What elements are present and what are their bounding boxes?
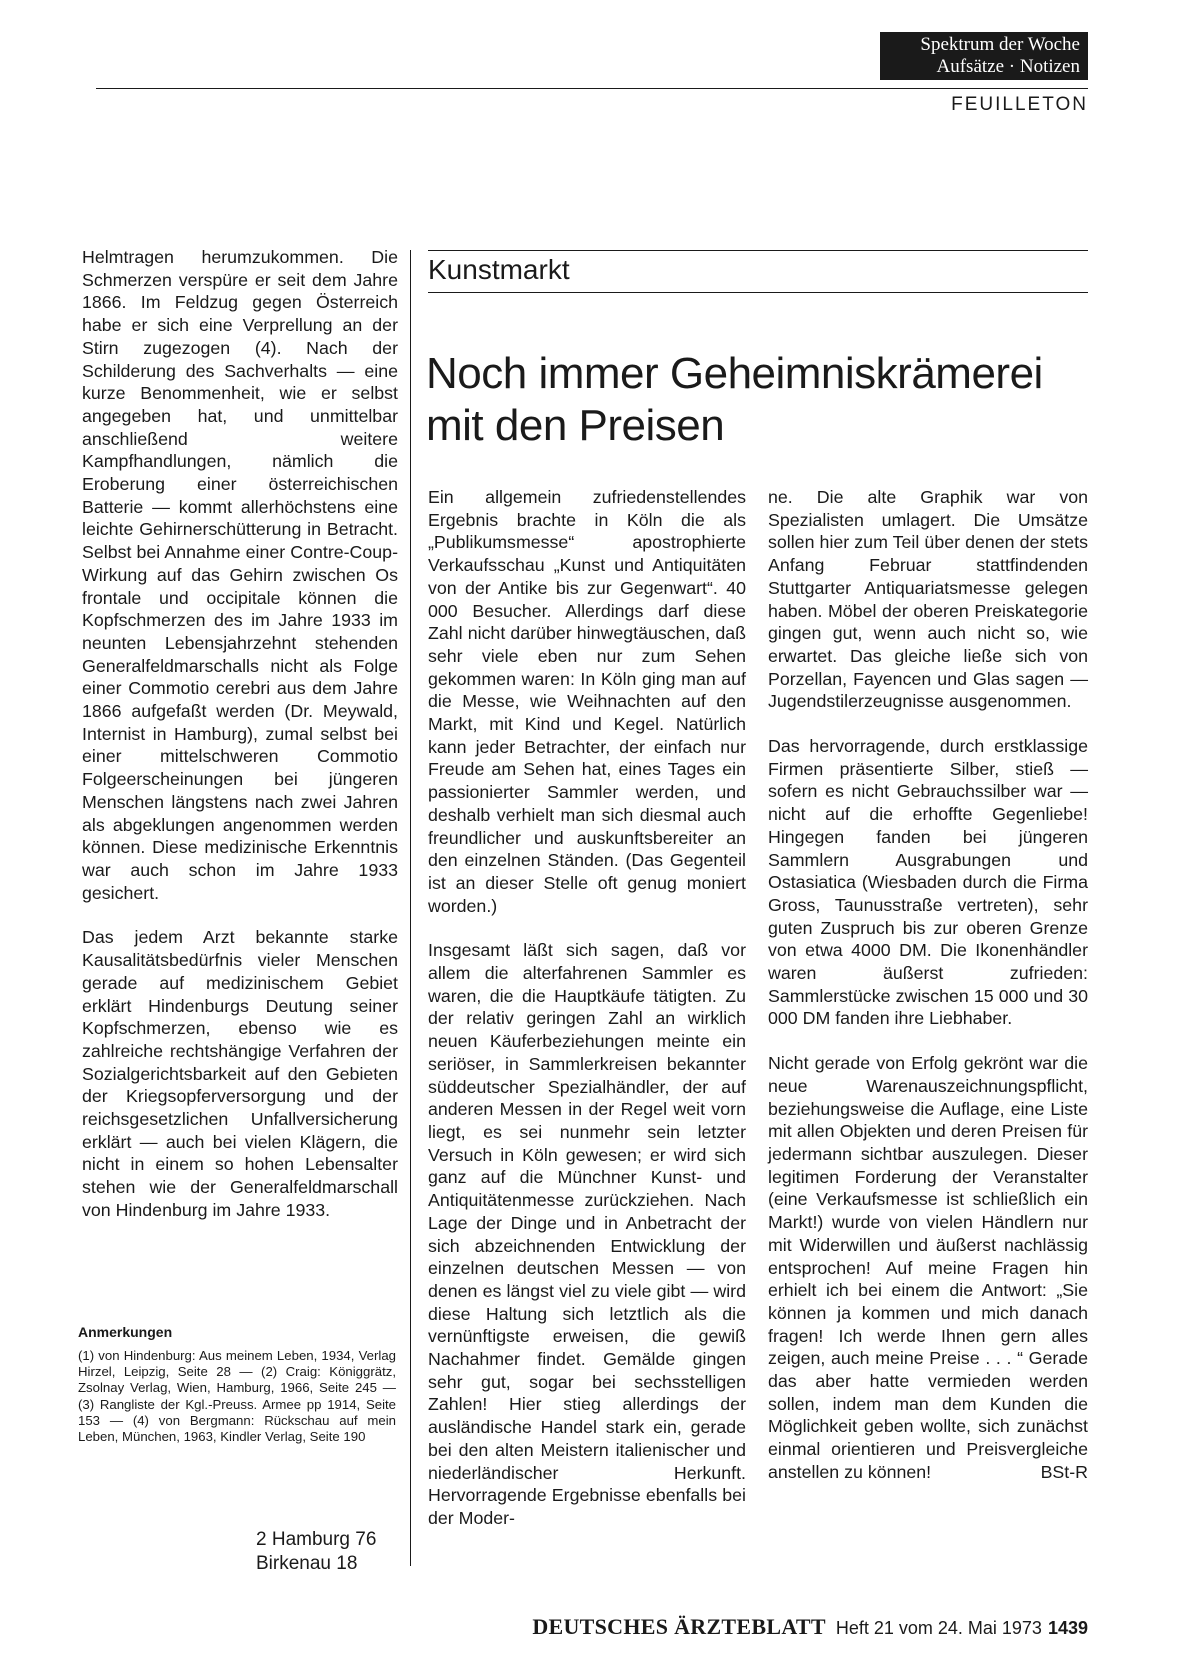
left-paragraph-2: Das jedem Arzt bekannte starke Kausalitätsbedürfnis vieler Menschen gerade auf medizinischem Gebiet erklärt Hindenburgs Deutung seiner Kopfschmerzen, ebenso wie es zahlreiche rechtshängige Verfahren der Sozialgerichtsbarkeit auf den Gebieten der Kriegsopferversorgung und der reichsgesetzlichen Unfallversicherung erklärt — auch bei vielen Klägern, die nicht in einem so hohen Lebensalter stehen wie der Generalfeldmarschall von Hindenburg im Jahre 1933. — [82, 927, 398, 1220]
author-signature: BSt-R — [1040, 1461, 1088, 1482]
column-right — [768, 486, 1088, 1506]
article-headline — [426, 348, 1106, 452]
right-paragraph-2: Das hervorragende, durch erstklassige Firmen präsentierte Silber, stieß — sofern es nicht Gebrauchssilber war — nicht auf die erhoffte Gegenliebe! Hingegen fanden bei jüngeren Sammlern Ausgrabungen und Ostasiatica (Wiesbaden durch die Firma Gross, Taunusstraße vertreten), sehr guten Zuspruch bis zur oberen Grenze von etwa 4000 DM. Die Ikonenhändler waren äußerst zufrieden: Sammlerstücke zwischen 15 000 und 30 000 DM fanden ihre Liebhaber. — [768, 736, 1088, 1029]
right-paragraph-1: ne. Die alte Graphik war von Spezialisten umlagert. Die Umsätze sollen hier zum Teil über denen der stets Anfang Februar stattfindenden Stuttgarter Antiquariatsmesse gelegen haben. Möbel der oberen Preiskategorie gingen gut, wenn auch nicht so, wie erwartet. Das gleiche ließe sich von Porzellan, Fayencen und Glas sagen — Jugendstilerzeugnisse ausgenommen. — [768, 487, 1088, 712]
column-divider — [410, 250, 411, 1566]
issue-info: Heft 21 vom 24. Mai 1973 — [835, 1618, 1042, 1638]
middle-paragraph-1: Ein allgemein zufriedenstellendes Ergebnis brachte in Köln die als „Publikumsmesse“ apostrophierte Verkaufsschau „Kunst und Antiquitäten von der Antike bis zur Gegenwart“. 40 000 Besucher. Allerdings darf diese Zahl nicht darüber hinwegtäuschen, daß sehr viele eben nur zum Sehen gekommen waren: In Köln ging man auf die Messe, wie Weihnachten auf den Markt, mit Kind und Kegel. Natürlich kann jeder Betrachter, der einfach nur Freude am Sehen hat, eines Tages ein passionierter Sammler werden, und deshalb verhielt man sich diesmal auch freundlicher und auskunftsbereiter an den einzelnen Ständen. (Das Gegenteil ist an dieser Stelle oft genug moniert worden.) — [428, 487, 746, 916]
rubric-rule-top — [428, 250, 1088, 251]
headline-line-1: Noch immer Geheimniskrämerei — [426, 349, 1043, 398]
column-left — [82, 246, 398, 1244]
address-line-1: 2 Hamburg 76 — [256, 1529, 377, 1550]
rubric-rule-bottom — [428, 292, 1088, 293]
badge-line-1: Spektrum der Woche — [920, 34, 1080, 55]
rubric-title: Kunstmarkt — [428, 254, 570, 285]
page-number: 1439 — [1047, 1618, 1088, 1638]
middle-paragraph-2: Insgesamt läßt sich sagen, daß vor allem die alterfahrenen Sammler es waren, die die Hauptkäufe tätigten. Zu der relativ geringen Zahl an wirklich neuen Käuferbeziehungen meinte ein seriöser, in Sammlerkreisen bekannter süddeutscher Spezialhändler, der auf anderen Messen in der Regel weit vorn liegt, es sei nunmehr sein letzter Versuch in Köln gewesen; er wird sich ganz auf die Münchner Kunst- und Antiquitätenmesse zurückziehen. Nach Lage der Dinge und in Anbetracht der sich abzeichnenden Entwicklung der einzelnen deutschen Messen — von denen es längst viel zu viele gibt — wird diese Haltung sich letztlich als die vernünftigste erweisen, die gewiß Nachahmer findet. Gemälde gingen sehr gut, sogar bei sechsstelligen Zahlen! Hier stieg allerdings der ausländische Handel stark ein, gerade bei den alten Meistern italienischer und niederländischer Herkunft. Hervorragende Ergebnisse ebenfalls bei der Moder- — [428, 940, 746, 1528]
address-line-2: Birkenau 18 — [256, 1553, 358, 1574]
right-paragraph-3 — [768, 1052, 1088, 1483]
section-label: FEUILLETON — [951, 94, 1088, 115]
left-paragraph-1: Helmtragen herumzukommen. Die Schmerzen verspüre er seit dem Jahre 1866. Im Feldzug gegen Österreich habe er sich eine Verprellung an der Stirn zugezogen (4). Nach der Schilderung des Sachverhalts — eine kurze Benommenheit, wie er selbst angegeben hat, und unmittelbar anschließend weitere Kampfhandlungen, nämlich die Eroberung einer österreichischen Batterie — kommt allerhöchstens eine leichte Gehirnerschütterung in Betracht. Selbst bei Annahme einer Contre-Coup-Wirkung auf das Gehirn zwischen Os frontale und occipitale können die Kopfschmerzen des im Jahre 1933 im neunten Lebensjahrzehnt stehenden Generalfeldmarschalls nicht als Folge einer Commotio cerebri aus dem Jahre 1866 aufgefaßt werden (Dr. Meywald, Internist in Hamburg), zumal selbst bei einer mittelschweren Commotio Folgeerscheinungen bei jüngeren Menschen längstens nach zwei Jahren als abgeklungen angenommen werden können. Diese medizinische Erkenntnis war auch schon im Jahre 1933 gesichert. — [82, 247, 398, 903]
notes-text: (1) von Hindenburg: Aus meinem Leben, 1934, Verlag Hirzel, Leipzig, Seite 28 — (2) Craig: Königgrätz, Zsolnay Verlag, Wien, Hamburg, 1966, Seite 245 — (3) Rangliste der Kgl.-Preuss. Armee pp 1914, Seite 153 — (4) von Bergmann: Rückschau auf mein Leben, München, 1963, Kindler Verlag, Seite 190 — [78, 1348, 396, 1445]
column-middle — [428, 486, 746, 1552]
section-badge — [880, 32, 1088, 80]
notes-heading: Anmerkungen — [78, 1324, 173, 1340]
right-paragraph-3-text: Nicht gerade von Erfolg gekrönt war die neue Warenauszeichnungspflicht, beziehungsweise die Auflage, eine Liste mit allen Objekten und deren Preisen für jedermann sichtbar auszulegen. Dieser legitimen Forderung der Veranstalter (eine Verkaufsmesse ist schließlich ein Markt!) wurde von vielen Händlern nur mit Widerwillen und äußerst nachlässig entsprochen! Auf meine Fragen hin erhielt ich bei einem die Antwort: „Sie können ja kommen und mich danach fragen! Ich werde Ihnen gern alles zeigen, auch meine Preise . . . “ Gerade das aber hatte vermieden werden sollen, indem man dem Kunden die Möglichkeit geben wollte, sich zunächst einmal orientieren und Preisvergleiche anstellen zu können! — [768, 1053, 1088, 1482]
badge-line-2: Aufsätze · Notizen — [936, 56, 1080, 77]
headline-line-2: mit den Preisen — [426, 401, 725, 450]
header-rule — [96, 88, 1088, 89]
author-address — [256, 1528, 376, 1576]
journal-name: DEUTSCHES ÄRZTEBLATT — [532, 1614, 826, 1639]
page-footer — [532, 1614, 1088, 1640]
